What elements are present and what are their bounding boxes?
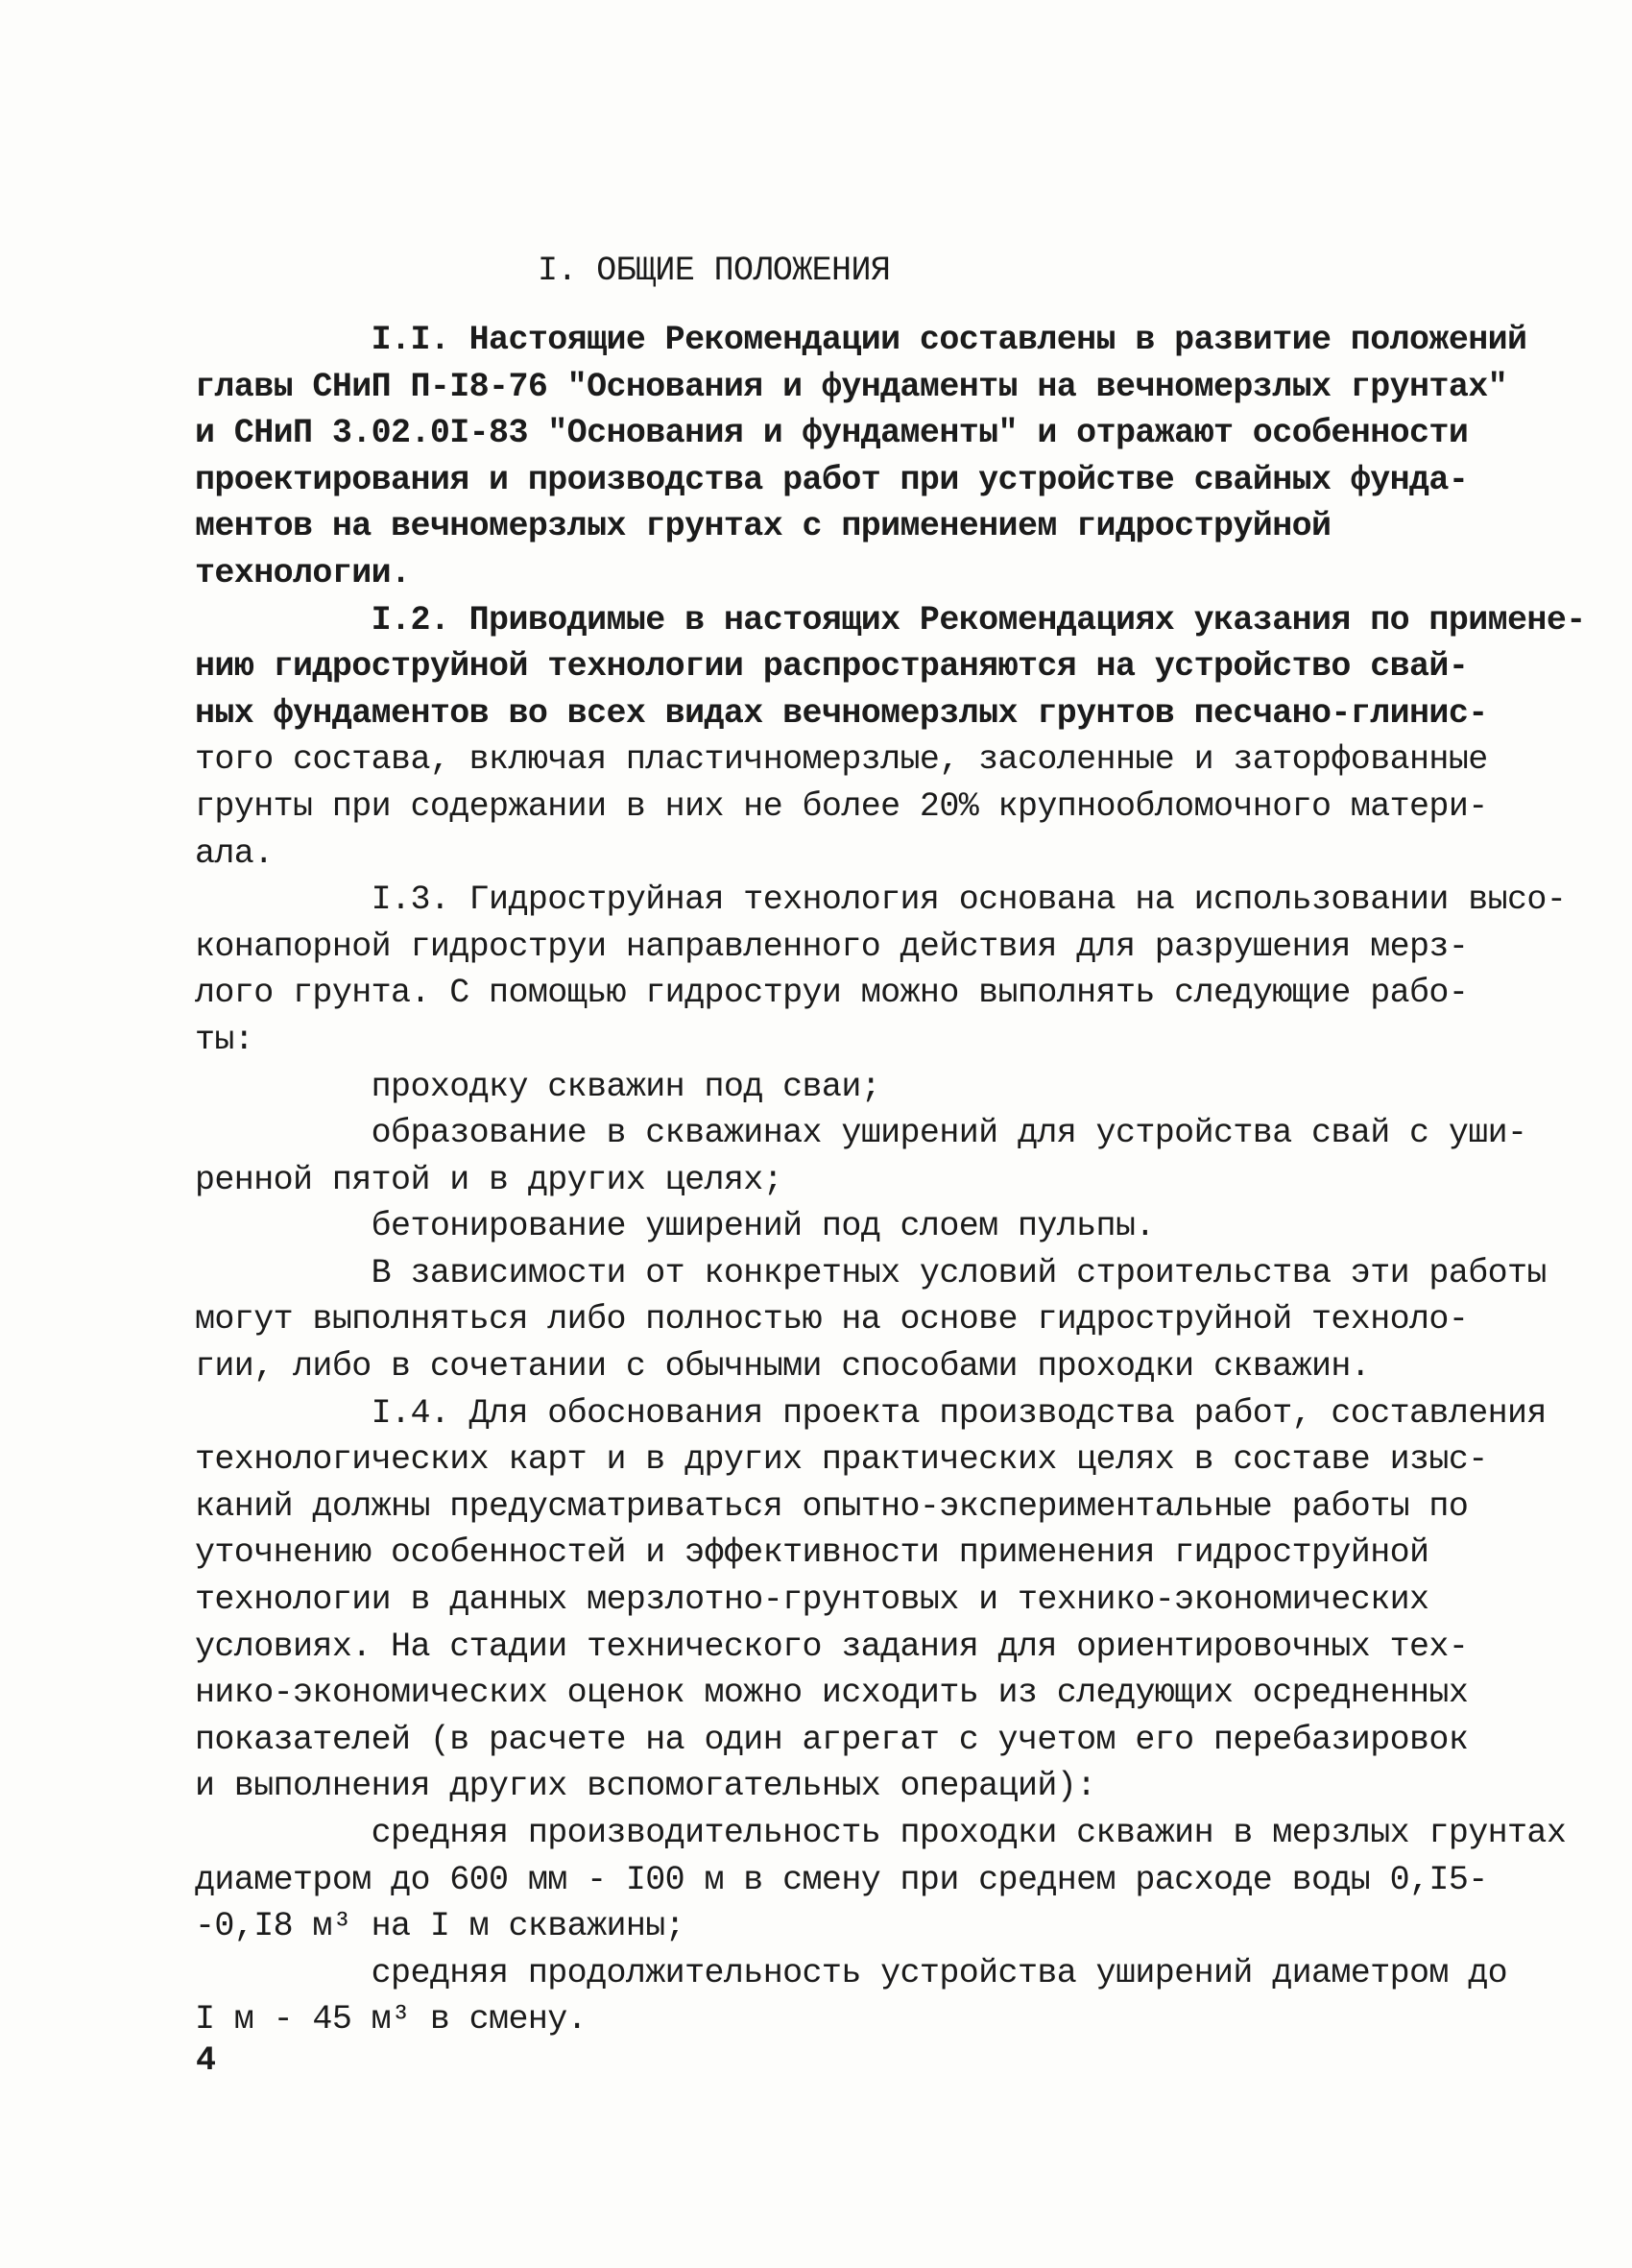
section-heading: I. ОБЩИЕ ПОЛОЖЕНИЯ bbox=[538, 252, 891, 290]
text-line: ты: bbox=[195, 1020, 254, 1059]
text-line: средняя производительность проходки скважин в мерзлых грунтах bbox=[195, 1814, 1567, 1852]
text-line: проектирования и производства работ при устройстве свайных фунда- bbox=[195, 460, 1469, 499]
text-line: образование в скважинах уширений для устройства свай с уши- bbox=[195, 1114, 1527, 1153]
text-line: диаметром до 600 мм - I00 м в смену при среднем расходе воды 0,I5- bbox=[195, 1860, 1488, 1899]
text-line: ала. bbox=[195, 833, 274, 873]
text-line: -0,I8 м³ на I м скважины; bbox=[195, 1907, 685, 1946]
text-line: условиях. На стадии технического задания для ориентировочных тех- bbox=[195, 1627, 1469, 1666]
text-line: уточнению особенностей и эффективности применения гидроструйной bbox=[195, 1533, 1429, 1573]
text-line: технологических карт и в других практических целях в составе изыс- bbox=[195, 1440, 1488, 1480]
text-line: и СНиП 3.02.0I-83 "Основания и фундаменты" и отражают особенности bbox=[195, 414, 1469, 453]
text-line: I.3. Гидроструйная технология основана на использовании высо- bbox=[195, 881, 1567, 920]
text-line: бетонирование уширений под слоем пульпы. bbox=[195, 1207, 1155, 1246]
text-line: ренной пятой и в других целях; bbox=[195, 1160, 783, 1199]
text-line: конапорной гидроструи направленного действия для разрушения мерз- bbox=[195, 927, 1469, 966]
text-line: главы СНиП П-I8-76 "Основания и фундаменты на вечномерзлых грунтах" bbox=[195, 367, 1508, 406]
text-line: и выполнения других вспомогательных операций): bbox=[195, 1767, 1096, 1806]
text-line: могут выполняться либо полностью на основе гидроструйной техноло- bbox=[195, 1300, 1469, 1339]
text-line: В зависимости от конкретных условий строительства эти работы bbox=[195, 1253, 1547, 1292]
text-line: нико-экономических оценок можно исходить из следующих осредненных bbox=[195, 1674, 1469, 1713]
text-line: нию гидроструйной технологии распространяются на устройство свай- bbox=[195, 647, 1469, 687]
text-line: проходку скважин под сваи; bbox=[195, 1067, 881, 1106]
page-number: 4 bbox=[196, 2041, 216, 2080]
text-line: показателей (в расчете на один агрегат с учетом его перебазировок bbox=[195, 1720, 1469, 1759]
text-line: I.I. Настоящие Рекомендации составлены в развитие положений bbox=[195, 321, 1527, 359]
text-line: технологии. bbox=[195, 553, 411, 592]
text-line: гии, либо в сочетании с обычными способами проходки скважин. bbox=[195, 1347, 1371, 1387]
text-line: I.4. Для обоснования проекта производства работ, составления bbox=[195, 1393, 1547, 1433]
text-line: I.2. Приводимые в настоящих Рекомендациях указания по примене- bbox=[195, 600, 1586, 639]
text-line: технологии в данных мерзлотно-грунтовых и технико-экономических bbox=[195, 1580, 1429, 1620]
text-line: ментов на вечномерзлых грунтах с применением гидроструйной bbox=[195, 507, 1332, 546]
text-line: I м - 45 м³ в смену. bbox=[195, 2000, 588, 2039]
text-line: того состава, включая пластичномерзлые, засоленные и заторфованные bbox=[195, 740, 1488, 780]
text-line: средняя продолжительность устройства уширений диаметром до bbox=[195, 1953, 1508, 1992]
text-line: каний должны предусматриваться опытно-экспериментальные работы по bbox=[195, 1486, 1469, 1526]
body-text bbox=[195, 317, 1586, 2043]
text-line: грунты при содержании в них не более 20% крупнообломочного матери- bbox=[195, 786, 1488, 826]
text-line: ных фундаментов во всех видах вечномерзлых грунтов песчано-глинис- bbox=[195, 693, 1488, 733]
text-line: лого грунта. С помощью гидроструи можно выполнять следующие рабо- bbox=[195, 974, 1469, 1013]
